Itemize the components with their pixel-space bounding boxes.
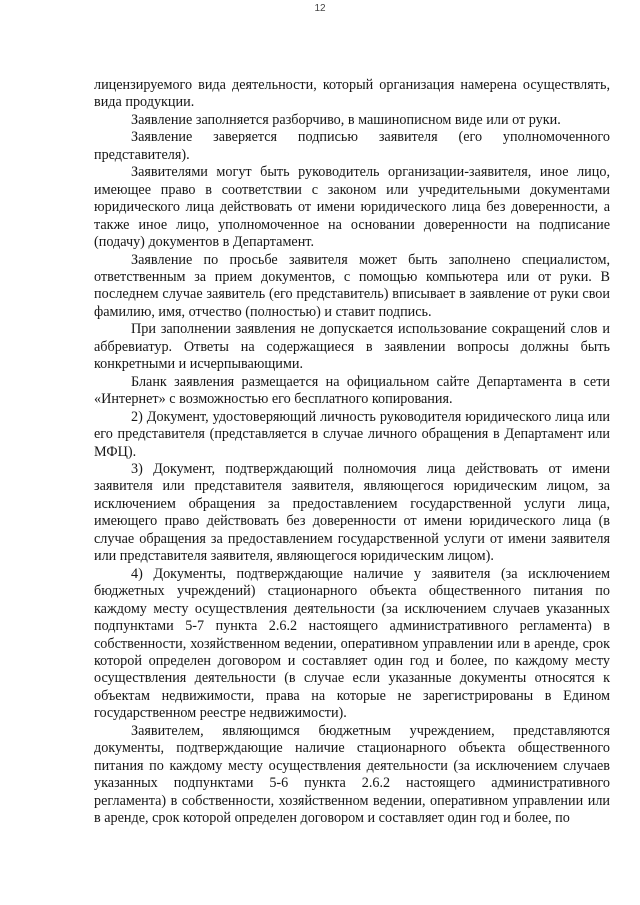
document-body [94,77,610,827]
paragraph-form-website: Бланк заявления размещается на официальном сайте Департамента в сети «Интернет» с возможностью его бесплатного копирования. [94,373,610,408]
paragraph-no-abbreviations: При заполнении заявления не допускается использование сокращений слов и аббревиатур. Ответы на содержащиеся в заявлении вопросы должны быть конкретными и исчерпывающими. [94,321,610,373]
paragraph-budget-institution: Заявителем, являющимся бюджетным учреждением, представляются документы, подтверждающие наличие стационарного объекта общественного питания по каждому месту осуществления деятельности (за исключением случаев указанных подпунктами 5-6 пункта 2.6.2 настоящего административного регламента) в собственности, хозяйственном ведении, оперативном управлении или в аренде, срок которой определен договором и составляет один год и более, по [94,722,610,827]
paragraph-filling-method: Заявление заполняется разборчиво, в машинописном виде или от руки. [131,111,561,128]
page-number: 12 [314,3,326,14]
paragraph-signature: Заявление заверяется подписью заявителя (его уполномоченного представителя). [94,129,610,163]
list-item-authority-document: 3) Документ, подтверждающий полномочия лица действовать от имени заявителя или представителя заявителя, являющегося юридическим лицом, за исключением обращения за предоставлением государственной услуги лица, имеющего право действовать без доверенности от имени юридического лица (в случае обращения за предоставлением государственной услуги от имени заявителя или представителя заявителя, являющегося юридическим лицом). [94,460,610,565]
paragraph-specialist-filling: Заявление по просьбе заявителя может быть заполнено специалистом, ответственным за прием документов, с помощью компьютера или от руки. В последнем случае заявитель (его представитель) вписывает в заявление от руки свои фамилию, имя, отчество (полностью) и ставит подпись. [94,251,610,320]
list-item-premises-documents: 4) Документы, подтверждающие наличие у заявителя (за исключением бюджетных учреждений) стационарного объекта общественного питания по каждому месту осуществления деятельности (за исключением случаев указанных подпунктами 5-7 пункта 2.6.2 настоящего административного регламента) в собственности, хозяйственном ведении, оперативном управлении или в аренде, срок которой определен договором и составляет один год и более, по каждому месту осуществления деятельности (в случае если указанные документы относятся к объектам недвижимости, права на которые не зарегистрированы в Едином государственном реестре недвижимости). [94,565,610,722]
list-item-identity-document: 2) Документ, удостоверяющий личность руководителя юридического лица или его представителя (представляется в случае личного обращения в Департамент или МФЦ). [94,408,610,460]
paragraph-continuation: лицензируемого вида деятельности, который организация намерена осуществлять, вида продукции. [94,77,610,111]
paragraph-applicants: Заявителями могут быть руководитель организации-заявителя, иное лицо, имеющее право в соответствии с законом или учредительными документами юридического лица действовать от имени юридического лица без доверенности, а также иное лицо, уполномоченное на основании доверенности на подписание (подачу) документов в Департамент. [94,164,610,251]
